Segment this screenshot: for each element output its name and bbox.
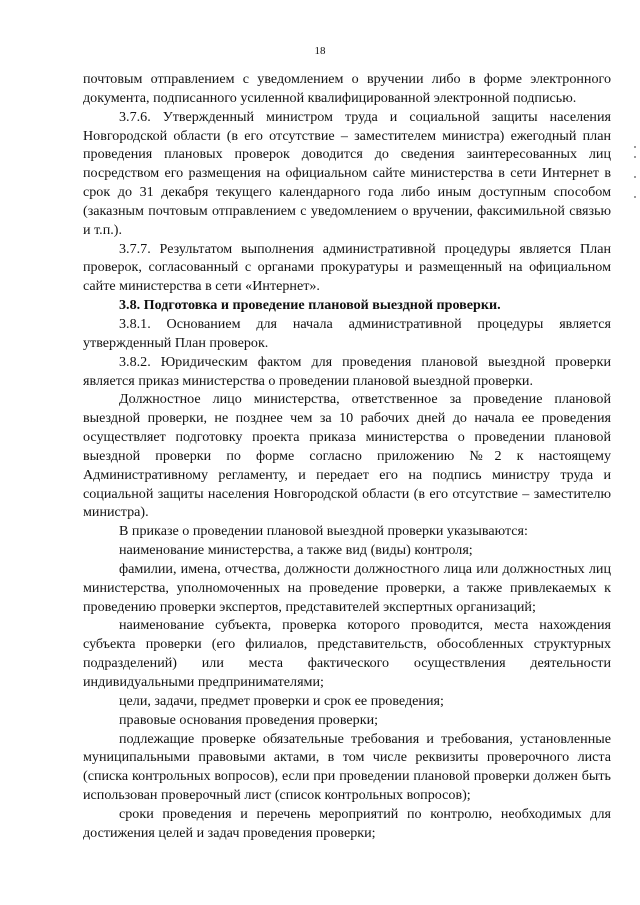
list-item-officials: фамилии, имена, отчества, должности должностного лица или должностных лиц министерства, уполномоченных на проведение проверки, а также привлекаемых к проведению проверки экспертов, представителей экспертных организаций; [83, 560, 611, 615]
list-item-legal-basis: правовые основания проведения проверки; [119, 711, 379, 728]
paragraph-3-7-6: 3.7.6. Утвержденный министром труда и социальной защиты населения Новгородской области (в его отсутствие – заместителем министра) ежегодный план проведения плановых проверок доводится до сведения заинтересованных лиц посредством его размещения на официальном сайте министерства в сети Интернет в срок до 31 декабря текущего календарного года либо иным доступным способом (заказным почтовым отправлением с уведомлением о вручении, факсимильной связью и т.п.). [83, 108, 611, 238]
paragraph-3-8-2: 3.8.2. Юридическим фактом для проведения плановой выездной проверки является приказ министерства о проведении плановой выездной проверки. [83, 353, 611, 389]
scan-edge-mark [634, 196, 636, 198]
list-item-deadlines: сроки проведения и перечень мероприятий по контролю, необходимых для достижения целей и задач проведения проверки; [83, 805, 611, 841]
scan-edge-mark [634, 176, 636, 178]
list-item-requirements: подлежащие проверке обязательные требования и требования, установленные муниципальными правовыми актами, в том числе реквизиты проверочного листа (списка контрольных вопросов), если при проведении плановой проверки должен быть использован проверочный лист (список контрольных вопросов); [83, 730, 611, 804]
document-body [83, 70, 611, 843]
paragraph-continuation: почтовым отправлением с уведомлением о вручении либо в форме электронного документа, подписанного усиленной квалифицированной электронной подписью. [83, 71, 611, 106]
list-item-subject: наименование субъекта, проверка которого проводится, места нахождения субъекта проверки (его филиалов, представительств, обособленных структурных подразделений) или места фактического осуществления деятельности индивидуальными предпринимателями; [83, 617, 611, 690]
section-heading-3-8: 3.8. Подготовка и проведение плановой выездной проверки. [119, 297, 501, 314]
paragraph-order-contents-intro: В приказе о проведении плановой выездной проверки указываются: [119, 523, 528, 540]
list-item-goals: цели, задачи, предмет проверки и срок ее проведения; [119, 692, 444, 709]
scan-edge-mark [634, 146, 636, 148]
paragraph-3-7-7: 3.7.7. Результатом выполнения административной процедуры является План проверок, согласованный с органами прокуратуры и размещенный на официальном сайте министерства в сети «Интернет». [83, 240, 611, 295]
list-item-ministry-name: наименование министерства, а также вид (виды) контроля; [119, 542, 473, 559]
paragraph-responsible-official: Должностное лицо министерства, ответственное за проведение плановой выездной проверки, не позднее чем за 10 рабочих дней до начала ее проведения осуществляет подготовку проекта приказа министерства о проведении плановой выездной проверки по форме согласно приложению №2 к настоящему Административному регламенту, и передает его на подпись министру труда и социальной защиты населения Новгородской области (в его отсутствие – заместителю министра). [83, 391, 611, 521]
scan-edge-mark [634, 156, 636, 158]
page-number: 18 [314, 45, 326, 57]
paragraph-3-8-1: 3.8.1. Основанием для начала административной процедуры является утвержденный План проверок. [83, 315, 611, 351]
